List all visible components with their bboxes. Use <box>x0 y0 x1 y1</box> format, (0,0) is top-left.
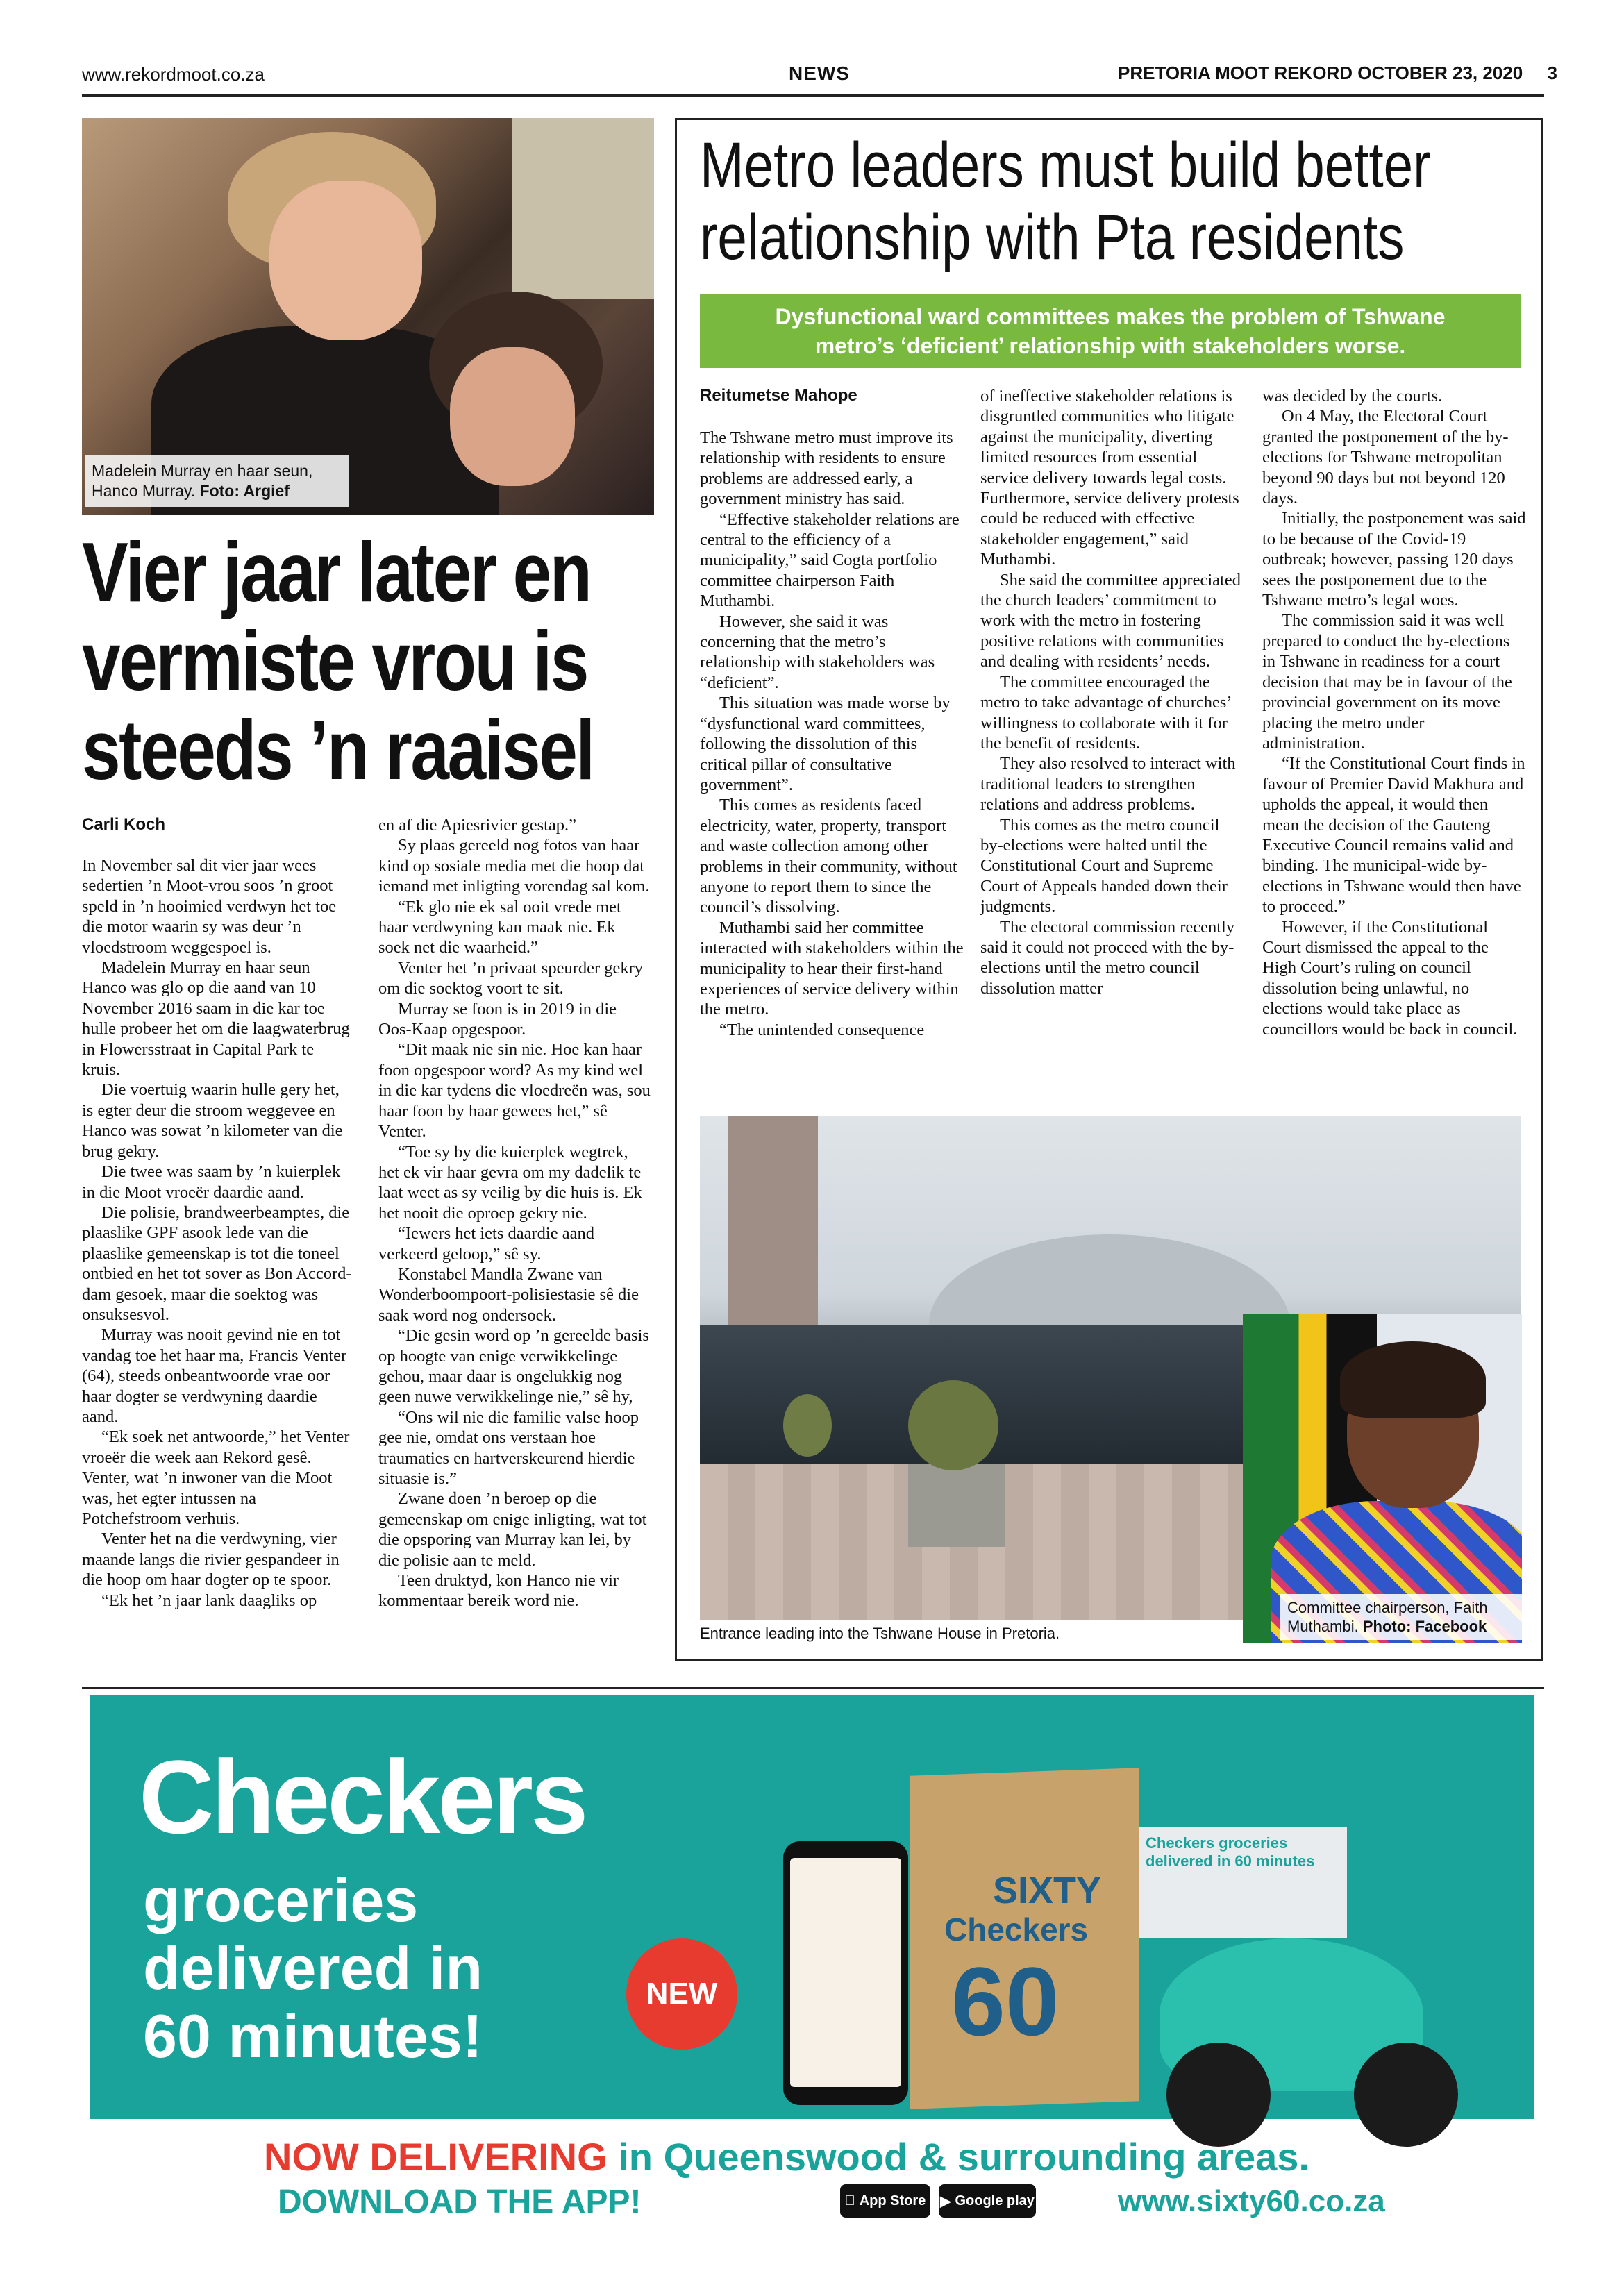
paragraph: “Ek soek net antwoorde,” het Venter vroeër die week aan Rekord gesê. Venter, wat ’n inwoner van die Moot was, het egter intussen na Potchefstroom verhuis. <box>82 1427 350 1528</box>
photo-background <box>512 118 654 299</box>
photo-credit: Photo: Facebook <box>1362 1618 1487 1635</box>
paragraph: On 4 May, the Electoral Court granted the postponement of the by-elections for Tshwane metropolitan beyond 90 days but not beyond 120 days. <box>1262 407 1509 508</box>
paragraph: Murray was nooit gevind nie en tot vandag toe het haar ma, Francis Venter (64), steeds onbeantwoorde vrae oor haar dogter se verdwyning daardie aand. <box>82 1325 347 1426</box>
page-number: 3 <box>1547 62 1557 83</box>
photo-tree <box>783 1394 832 1457</box>
paragraph: The commission said it was well prepared to conduct the by-elections in Tshwane in readiness for a court decision that may be in favour of the provincial government on its move placing the metro under administration. <box>1262 611 1512 753</box>
photo-caption <box>85 455 349 507</box>
paragraph: “Ek glo nie ek sal ooit vrede met haar verdwyning kan maak nie. Ek soek net die waarheid.” <box>378 897 621 957</box>
paragraph: Sy plaas gereeld nog fotos van haar kind op sosiale media met die hoop dat iemand met inligting vorendag sal kom. <box>378 836 650 896</box>
paragraph: en af die Apiesrivier gestap.” <box>378 816 577 835</box>
paragraph: Venter het na die verdwyning, vier maande langs die rivier gespandeer in die hoop om haar dogter op te spoor. <box>82 1530 340 1590</box>
paragraph: was decided by the courts. <box>1262 387 1443 405</box>
paragraph: Madelein Murray en haar seun Hanco was glo op die aand van 10 November 2016 saam in die kar toe hulle probeer het om die laagwaterbrug in Flowersstraat in Capital Park te kruis. <box>82 958 350 1080</box>
paragraph: They also resolved to interact with traditional leaders to strengthen relations and address problems. <box>980 754 1236 814</box>
paragraph: “Iewers het iets daardie aand verkeerd geloop,” sê sy. <box>378 1224 594 1264</box>
section-rule <box>82 1687 1544 1689</box>
photo-tree <box>908 1380 998 1470</box>
paragraph: This comes as residents faced electricity, water, property, transport and waste collection among other problems in their community, without anyone to report them to since the council’s dissolving. <box>700 796 957 917</box>
standfirst-line: metro’s ‘deficient’ relationship with stakeholders worse. <box>814 333 1406 358</box>
right-column-1 <box>700 428 964 1040</box>
section-label: NEWS <box>789 62 850 84</box>
ad-brand: Checkers <box>139 1738 586 1855</box>
box-label: Checkers groceries delivered in 60 minutes <box>1146 1834 1315 1870</box>
app-store-button[interactable] <box>840 2184 930 2218</box>
left-column-2 <box>378 815 651 1611</box>
paragraph: However, she said it was concerning that the metro’s relationship with stakeholders was “deficient”. <box>700 612 935 692</box>
photo-figure <box>450 347 575 486</box>
headline-line: vermiste vrou is <box>82 614 587 708</box>
bag-60: 60 <box>951 1947 1060 2056</box>
google-play-button[interactable] <box>939 2184 1036 2218</box>
paragraph: “Ons wil nie die familie valse hoop gee nie, omdat ons verstaan hoe traumaties en hartverskeurend hierdie situasie is.” <box>378 1407 639 1488</box>
play-icon: ▶ <box>940 2193 951 2209</box>
paragraph: However, if the Constitutional Court dismissed the appeal to the High Court’s ruling on council dissolution being unlawful, no elections would take place as councillors would be back in council. <box>1262 917 1518 1039</box>
right-column-2 <box>980 386 1244 998</box>
wheel-icon <box>1166 2043 1271 2147</box>
standfirst-banner <box>700 294 1521 368</box>
phone-icon <box>783 1841 908 2105</box>
paragraph: of ineffective stakeholder relations is disgruntled communities who litigate against the municipality, diverting limited resources from essential service delivery towards legal costs. Furthermore, service delivery protests could be reduced with effective stakeholder engagement,” said Muthambi. <box>980 387 1239 569</box>
wheel-icon <box>1354 2043 1458 2147</box>
now-delivering <box>264 2134 1309 2179</box>
left-byline: Carli Koch <box>82 815 166 834</box>
phone-screen <box>790 1858 901 2087</box>
right-column-3 <box>1262 386 1526 1039</box>
publication-date <box>1118 62 1557 84</box>
standfirst-line: Dysfunctional ward committees makes the problem of Tshwane <box>775 304 1446 329</box>
caption-text: Madelein Murray en haar seun, Hanco Murray. <box>92 462 313 500</box>
publication-name-date: PRETORIA MOOT REKORD OCTOBER 23, 2020 <box>1118 62 1523 83</box>
bag-sixty: SIXTY <box>993 1870 1102 1911</box>
ad-tagline <box>143 1866 671 2070</box>
paragraph: She said the committee appreciated the church leaders’ commitment to work with the metro in fostering positive relations with communities and dealing with residents’ needs. <box>980 570 1241 671</box>
ad-url[interactable]: www.sixty60.co.za <box>1118 2184 1385 2218</box>
paragraph: Zwane doen ’n beroep op die gemeenskap om enige inligting, wat tot die opsporing van Murray kan lei, by die polisie aan te meld. <box>378 1489 647 1570</box>
site-url: www.rekordmoot.co.za <box>82 64 265 85</box>
inset-caption <box>1280 1594 1523 1640</box>
delivery-area: in Queenswood & surrounding areas. <box>607 2135 1309 2179</box>
paragraph: Konstabel Mandla Zwane van Wonderboompoort-polisiestasie sê die saak word nog ondersoek. <box>378 1264 639 1325</box>
headline-line: relationship with Pta residents <box>700 202 1405 273</box>
muthambi-photo <box>1243 1314 1522 1643</box>
paragraph: The electoral commission recently said it could not proceed with the by-elections until the metro council dissolution matter <box>980 917 1235 998</box>
tagline-line: 60 minutes! <box>143 2002 483 2070</box>
paragraph: “Dit maak nie sin nie. Hoe kan haar foon opgespoor word? As my kind wel in die kar tydens die vloedreën was, sou haar foon by haar gewees het,” sê Venter. <box>378 1040 651 1141</box>
tagline-line: delivered in <box>143 1934 483 2002</box>
left-headline <box>82 525 658 797</box>
checkers-advert[interactable] <box>90 1695 1534 2223</box>
paragraph: “Die gesin word op ’n gereelde basis op hoogte van enige verwikkelinge gehou, maar daar is ongelukkig nog geen nuwe verwikkelinge nie,” sê hy, <box>378 1326 649 1407</box>
paragraph: Die twee was saam by ’n kuierplek in die Moot vroeër daardie aand. <box>82 1162 341 1202</box>
photo-figure <box>269 181 422 340</box>
right-byline: Reitumetse Mahope <box>700 386 857 405</box>
paragraph: Venter het ’n privaat speurder gekry om die soektog voort te sit. <box>378 958 644 998</box>
bag-brand: Checkers <box>944 1911 1089 1947</box>
google-play-label: Google play <box>955 2193 1035 2209</box>
headline-line: Metro leaders must build better <box>700 130 1431 201</box>
new-badge: NEW <box>626 1938 737 2050</box>
right-headline <box>700 129 1507 274</box>
paragraph: In November sal dit vier jaar wees sedertien ’n Moot-vrou soos ’n groot speld in ’n hooimied verdwyn het toe die motor waarin sy was deur ’n vloedstroom weggespoel is. <box>82 856 337 957</box>
paragraph: Die polisie, brandweerbeamptes, die plaaslike GPF asook lede van die plaaslike gemeenskap is tot die toneel ontbied en het tot sover as Bon Accord-dam gesoek, maar die soektog was onsuksesvol. <box>82 1203 352 1324</box>
paragraph: The Tshwane metro must improve its relationship with residents to ensure problems are addressed early, a government ministry has said. <box>700 428 953 509</box>
paragraph: Die voertuig waarin hulle gery het, is egter deur die stroom weggevee en Hanco was sowat ’n kilometer van die brug gekry. <box>82 1080 343 1161</box>
apple-icon <box>845 2193 855 2209</box>
photo-figure <box>1340 1341 1486 1418</box>
headline-line: Vier jaar later en <box>82 525 591 619</box>
paragraph: Murray se foon is in 2019 in die Oos-Kaap opgespoor. <box>378 999 617 1039</box>
tshwane-photo-caption: Entrance leading into the Tshwane House in Pretoria. <box>700 1625 1060 1642</box>
paragraph: “If the Constitutional Court finds in favour of Premier David Makhura and upholds the appeal, it would then mean the decision of the Gauteng Executive Council remains valid and binding. The municipal-wide by-elections in Tshwane would then have to proceed.” <box>1262 754 1525 916</box>
paragraph: “Effective stakeholder relations are central to the efficiency of a municipality,” said Cogta portfolio committee chairperson Faith Muthambi. <box>700 510 960 611</box>
header-rule <box>82 94 1544 97</box>
download-app: DOWNLOAD THE APP! <box>278 2184 642 2220</box>
headline-line: steeds ’n raaisel <box>82 703 594 797</box>
tagline-line: groceries <box>143 1866 419 1934</box>
paragraph: “Ek het ’n jaar lank daagliks op <box>101 1591 317 1610</box>
left-column-1 <box>82 855 354 1611</box>
now-delivering-label: NOW DELIVERING <box>264 2135 608 2179</box>
photo-planter <box>908 1464 1005 1547</box>
paragraph: The committee encouraged the metro to take advantage of churches’ willingness to collaborate with it for the benefit of residents. <box>980 672 1231 753</box>
app-store-label: App Store <box>854 2193 921 2209</box>
paragraph: “Toe sy by die kuierplek wegtrek, het ek vir haar gevra om my dadelik te laat weet as sy veilig by die huis is. Ek het nooit die oproep gekry nie. <box>378 1142 642 1223</box>
photo-credit: Foto: Argief <box>199 482 290 500</box>
caption-text: Committee chairperson, Faith Muthambi. <box>1287 1599 1488 1635</box>
paragraph: This comes as the metro council by-elections were halted until the Constitutional Court and Supreme Court of Appeals handed down their judgments. <box>980 815 1228 916</box>
paragraph: “The unintended consequence <box>719 1020 925 1039</box>
paragraph: Muthambi said her committee interacted with stakeholders within the municipality to hear their first-hand experiences of service delivery within the metro. <box>700 918 964 1019</box>
paragraph: Initially, the postponement was said to be because of the Covid-19 outbreak; however, passing 120 days sees the postponement due to the Tshwane metro’s legal woes. <box>1262 509 1526 610</box>
paragraph: Teen druktyd, kon Hanco nie vir kommentaar bereik word nie. <box>378 1571 619 1611</box>
paragraph: This situation was made worse by “dysfunctional ward committees, following the dissolution of this critical pillar of consultative government”. <box>700 694 951 794</box>
